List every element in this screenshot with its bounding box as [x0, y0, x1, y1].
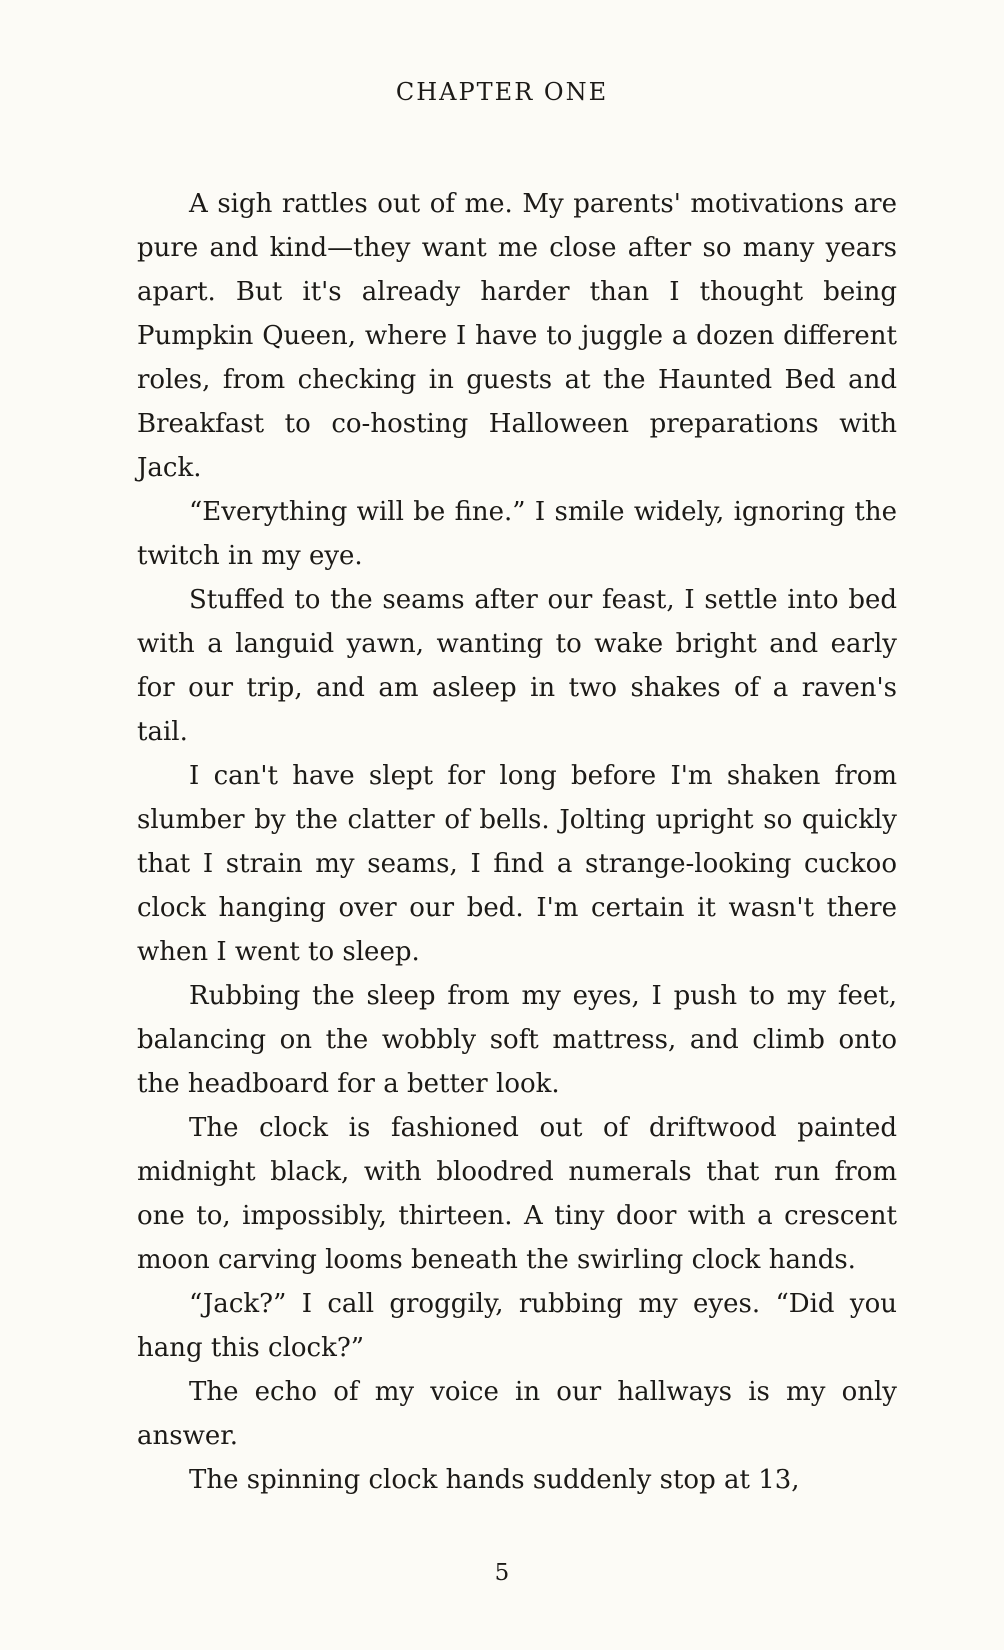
- body-text: [137, 182, 897, 1502]
- chapter-heading: CHAPTER ONE: [395, 78, 609, 106]
- paragraph: The clock is fashioned out of driftwood painted midnight black, with bloodred numerals that run from one to, impossibly, thirteen. A tiny door with a crescent moon carving looms beneath the swirling clock hands.: [137, 1113, 897, 1275]
- paragraph: The spinning clock hands suddenly stop at 13,: [189, 1465, 800, 1495]
- paragraph: “Everything will be fine.” I smile widely, ignoring the twitch in my eye.: [137, 497, 897, 571]
- paragraph: I can't have slept for long before I'm shaken from slumber by the clatter of bells. Jolting upright so quickly that I strain my seams, I find a strange-looking cuckoo clock hanging over our bed. I'm certain it wasn't there when I went to sleep.: [137, 761, 897, 967]
- paragraph: A sigh rattles out of me. My parents' motivations are pure and kind—they want me close after so many years apart. But it's already harder than I thought being Pumpkin Queen, where I have to juggle a dozen different roles, from checking in guests at the Haunted Bed and Breakfast to co-hosting Halloween preparations with Jack.: [137, 189, 897, 483]
- page-number: 5: [494, 1560, 510, 1586]
- paragraph: Stuffed to the seams after our feast, I settle into bed with a languid yawn, wanting to wake bright and early for our trip, and am asleep in two shakes of a raven's tail.: [137, 585, 897, 747]
- paragraph: “Jack?” I call groggily, rubbing my eyes. “Did you hang this clock?”: [137, 1289, 897, 1363]
- paragraph: Rubbing the sleep from my eyes, I push to my feet, balancing on the wobbly soft mattress, and climb onto the headboard for a better look.: [137, 981, 897, 1099]
- paragraph: The echo of my voice in our hallways is my only answer.: [137, 1377, 897, 1451]
